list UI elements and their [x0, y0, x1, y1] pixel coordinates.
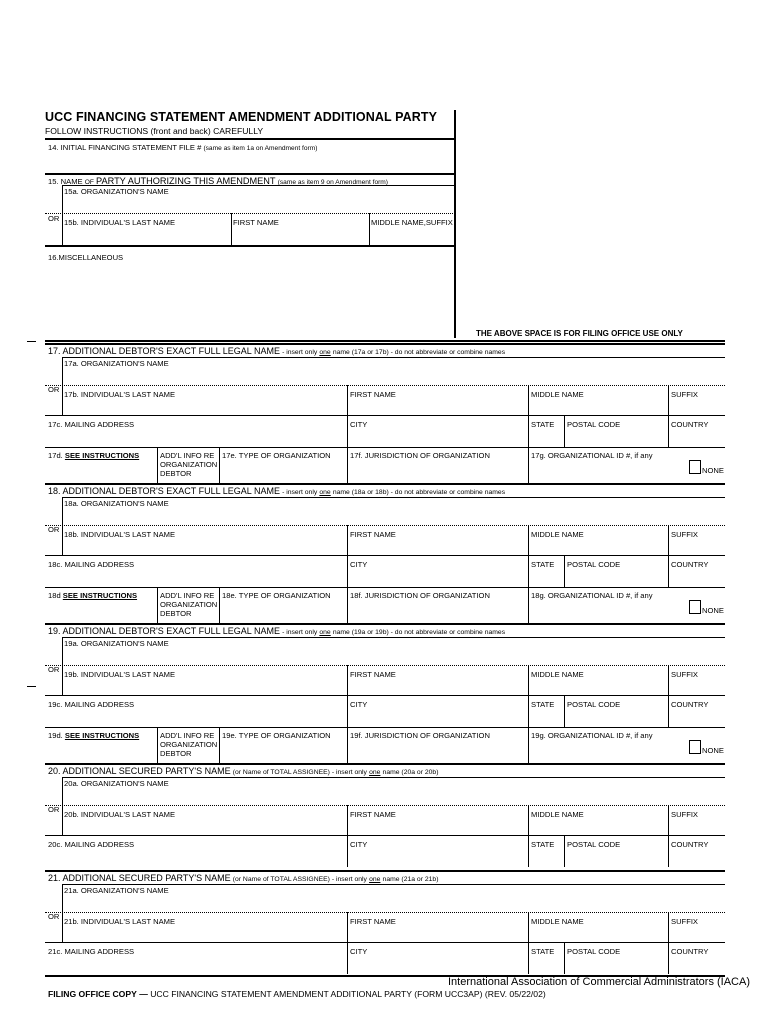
- divider: [219, 587, 220, 623]
- item20-postal-label: POSTAL CODE: [567, 840, 621, 849]
- item19-individual-input[interactable]: [62, 680, 725, 694]
- item17-org-input[interactable]: [62, 368, 725, 384]
- divider: [45, 835, 725, 836]
- item17-juris-label: 17f. JURISDICTION OF ORGANIZATION: [350, 451, 490, 460]
- item21-title: 21. ADDITIONAL SECURED PARTY'S NAME: [48, 873, 231, 883]
- item21-last-label: 21b. INDIVIDUAL'S LAST NAME: [64, 917, 176, 926]
- divider: [45, 587, 725, 588]
- item18-orgid-input[interactable]: [530, 601, 686, 621]
- item15-label-b: PARTY AUTHORIZING THIS AMENDMENT: [96, 176, 276, 186]
- item20-address-input[interactable]: [45, 850, 725, 866]
- divider: [62, 357, 725, 358]
- divider: [45, 340, 725, 342]
- divider: [157, 587, 158, 623]
- divider: [157, 727, 158, 763]
- item19-first-label: FIRST NAME: [350, 670, 396, 679]
- divider: [45, 912, 725, 913]
- form-subtitle: FOLLOW INSTRUCTIONS (front and back) CAREFULLY: [45, 126, 264, 136]
- item18-note-pre: - insert only: [282, 489, 318, 496]
- item20-org-label: 20a. ORGANIZATION'S NAME: [64, 779, 169, 788]
- section-divider: [45, 483, 725, 485]
- item21-middle-label: MIDDLE NAME: [531, 917, 584, 926]
- divider: [45, 213, 455, 214]
- item19-type-input[interactable]: [222, 741, 344, 761]
- item21-country-label: COUNTRY: [671, 947, 709, 956]
- item18-last-label: 18b. INDIVIDUAL'S LAST NAME: [64, 530, 176, 539]
- item19-orgid-label: 19g. ORGANIZATIONAL ID #, if any: [531, 731, 653, 740]
- divider: [62, 884, 725, 885]
- divider: [62, 497, 725, 498]
- item17-mail-label: 17c. MAILING ADDRESS: [48, 420, 135, 429]
- divider: [45, 525, 725, 526]
- item17-see-link[interactable]: SEE INSTRUCTIONS: [64, 451, 140, 460]
- item15-note: (same as item 9 on Amendment form): [277, 179, 388, 186]
- item18-note-post: name (18a or 18b) - do not abbreviate or combine names: [332, 489, 506, 496]
- item18-mail-label: 18c. MAILING ADDRESS: [48, 560, 135, 569]
- item21-heading: [48, 874, 438, 884]
- item17-none-label: NONE: [702, 466, 724, 475]
- item18-address-input[interactable]: [45, 570, 725, 586]
- item18-orgid-label: 18g. ORGANIZATIONAL ID #, if any: [531, 591, 653, 600]
- item17-state-label: STATE: [531, 420, 555, 429]
- divider: [219, 447, 220, 483]
- item19-state-label: STATE: [531, 700, 555, 709]
- item17-heading: [48, 347, 505, 357]
- item20-first-label: FIRST NAME: [350, 810, 396, 819]
- item19-mail-label: 19c. MAILING ADDRESS: [48, 700, 135, 709]
- divider: [45, 727, 725, 728]
- item17-note-pre: - insert only: [282, 349, 318, 356]
- item19-type-label: 19e. TYPE OF ORGANIZATION: [222, 731, 331, 740]
- item17-juris-input[interactable]: [349, 461, 527, 481]
- item20-org-input[interactable]: [62, 788, 725, 804]
- item18-none-checkbox[interactable]: [689, 600, 701, 614]
- item18-postal-label: POSTAL CODE: [567, 560, 621, 569]
- item18-individual-input[interactable]: [62, 540, 725, 554]
- item17-suffix-label: SUFFIX: [671, 390, 699, 399]
- item15a-input[interactable]: [62, 196, 454, 212]
- item18-type-input[interactable]: [222, 601, 344, 621]
- divider: [45, 665, 725, 666]
- footer-form-name: UCC FINANCING STATEMENT AMENDMENT ADDITIONAL PARTY (FORM UCC3AP) (REV. 05/22/02): [150, 989, 546, 999]
- divider: [45, 173, 455, 175]
- item15a-label: 15a. ORGANIZATION'S NAME: [64, 187, 169, 196]
- item19-juris-input[interactable]: [349, 741, 527, 761]
- item14-label-text: 14. INITIAL FINANCING STATEMENT FILE #: [48, 143, 202, 152]
- item19-addl1: ADD'L INFO RE: [160, 731, 215, 740]
- item17-title: 17. ADDITIONAL DEBTOR'S EXACT FULL LEGAL NAME: [48, 346, 280, 356]
- item18-note-one: one: [319, 489, 331, 496]
- divider: [45, 942, 725, 943]
- item18-state-label: STATE: [531, 560, 555, 569]
- divider: [62, 185, 454, 186]
- item19-addl2: ORGANIZATION: [160, 740, 218, 749]
- item18-addl1: ADD'L INFO RE: [160, 591, 215, 600]
- section-divider: [45, 763, 725, 765]
- item20-or-label: OR: [48, 805, 60, 814]
- item21-note-post: name (21a or 21b): [382, 876, 439, 883]
- iaca-label: International Association of Commercial Administrators (IACA): [448, 976, 751, 988]
- footer-dash: —: [139, 989, 148, 999]
- footer-line: [48, 990, 546, 999]
- item17-last-label: 17b. INDIVIDUAL'S LAST NAME: [64, 390, 176, 399]
- item21-postal-label: POSTAL CODE: [567, 947, 621, 956]
- divider: [45, 415, 725, 416]
- item16-input[interactable]: [45, 264, 453, 324]
- item21-mail-label: 21c. MAILING ADDRESS: [48, 947, 135, 956]
- item19-city-label: CITY: [350, 700, 368, 709]
- item15-label-of: OF: [84, 179, 94, 186]
- item17-addl2: ORGANIZATION: [160, 460, 218, 469]
- margin-mark: [27, 341, 36, 342]
- item14-input[interactable]: [45, 152, 453, 172]
- item18-org-label: 18a. ORGANIZATION'S NAME: [64, 499, 169, 508]
- item17-orgid-input[interactable]: [530, 461, 686, 481]
- divider: [45, 385, 725, 386]
- item21-individual-input[interactable]: [62, 927, 725, 941]
- or-label: OR: [48, 214, 60, 223]
- item19-address-input[interactable]: [45, 710, 725, 726]
- section-divider: [45, 870, 725, 872]
- divider: [45, 245, 455, 247]
- item18-juris-input[interactable]: [349, 601, 527, 621]
- item17-note-one: one: [319, 349, 331, 356]
- item21-org-label: 21a. ORGANIZATION'S NAME: [64, 886, 169, 895]
- item15-first-label: FIRST NAME: [233, 218, 279, 227]
- item19-postal-label: POSTAL CODE: [567, 700, 621, 709]
- item19-title: 19. ADDITIONAL DEBTOR'S EXACT FULL LEGAL NAME: [48, 626, 280, 636]
- item17-org-label: 17a. ORGANIZATION'S NAME: [64, 359, 169, 368]
- item19-middle-label: MIDDLE NAME: [531, 670, 584, 679]
- item17-none-checkbox[interactable]: [689, 460, 701, 474]
- item19-see-pre: 19d.: [48, 731, 63, 740]
- section-divider: [45, 623, 725, 625]
- margin-mark: [27, 686, 36, 687]
- item18-see-link[interactable]: SEE INSTRUCTIONS: [62, 591, 138, 600]
- item19-see-link[interactable]: SEE INSTRUCTIONS: [64, 731, 140, 740]
- item15b-label: 15b. INDIVIDUAL'S LAST NAME: [64, 218, 176, 227]
- item19-org-label: 19a. ORGANIZATION'S NAME: [64, 639, 169, 648]
- divider: [347, 727, 348, 763]
- item17-city-label: CITY: [350, 420, 368, 429]
- item18-see-instructions[interactable]: [48, 591, 137, 600]
- divider: [45, 695, 725, 696]
- filing-office-border: [454, 110, 456, 338]
- item18-or-label: OR: [48, 525, 60, 534]
- item18-see-pre: 18d: [48, 591, 61, 600]
- item18-suffix-label: SUFFIX: [671, 530, 699, 539]
- filing-use-label: THE ABOVE SPACE IS FOR FILING OFFICE USE ONLY: [476, 329, 683, 338]
- divider: [347, 587, 348, 623]
- divider: [62, 637, 725, 638]
- item19-juris-label: 19f. JURISDICTION OF ORGANIZATION: [350, 731, 490, 740]
- item20-heading: [48, 767, 438, 777]
- item17-country-label: COUNTRY: [671, 420, 709, 429]
- item18-city-label: CITY: [350, 560, 368, 569]
- item14-note: (same as item 1a on Amendment form): [203, 145, 318, 152]
- item19-note-pre: - insert only: [282, 629, 318, 636]
- item20-note-one: one: [369, 769, 381, 776]
- divider: [45, 555, 725, 556]
- item17-addl1: ADD'L INFO RE: [160, 451, 215, 460]
- item20-note-pre: (or Name of TOTAL ASSIGNEE) - insert only: [232, 769, 367, 776]
- section-divider: [45, 343, 725, 345]
- item18-org-input[interactable]: [62, 508, 725, 524]
- form-title: UCC FINANCING STATEMENT AMENDMENT ADDITIONAL PARTY: [45, 110, 438, 124]
- item18-none-label: NONE: [702, 606, 724, 615]
- item18-title: 18. ADDITIONAL DEBTOR'S EXACT FULL LEGAL NAME: [48, 486, 280, 496]
- item18-middle-label: MIDDLE NAME: [531, 530, 584, 539]
- item19-addl3: DEBTOR: [160, 749, 192, 758]
- item19-heading: [48, 627, 505, 637]
- item15-label-a: 15. NAME: [48, 177, 83, 186]
- divider: [62, 777, 725, 778]
- item20-last-label: 20b. INDIVIDUAL'S LAST NAME: [64, 810, 176, 819]
- item18-first-label: FIRST NAME: [350, 530, 396, 539]
- item19-see-instructions[interactable]: [48, 731, 139, 740]
- item16-label: 16.MISCELLANEOUS: [48, 253, 124, 262]
- item17-individual-input[interactable]: [62, 400, 725, 414]
- divider: [45, 447, 725, 448]
- divider: [157, 447, 158, 483]
- divider: [528, 587, 529, 623]
- item17-postal-label: POSTAL CODE: [567, 420, 621, 429]
- item21-or-label: OR: [48, 912, 60, 921]
- item17-type-label: 17e. TYPE OF ORGANIZATION: [222, 451, 331, 460]
- item20-mail-label: 20c. MAILING ADDRESS: [48, 840, 135, 849]
- item19-orgid-input[interactable]: [530, 741, 686, 761]
- divider: [347, 447, 348, 483]
- item19-country-label: COUNTRY: [671, 700, 709, 709]
- item18-addl3: DEBTOR: [160, 609, 192, 618]
- item18-type-label: 18e. TYPE OF ORGANIZATION: [222, 591, 331, 600]
- filing-copy-label: FILING OFFICE COPY: [48, 989, 137, 999]
- divider: [45, 138, 455, 140]
- item17-address-input[interactable]: [45, 430, 725, 446]
- item21-org-input[interactable]: [62, 895, 725, 911]
- item19-none-checkbox[interactable]: [689, 740, 701, 754]
- item19-or-label: OR: [48, 665, 60, 674]
- item17-addl3: DEBTOR: [160, 469, 192, 478]
- item17-see-instructions[interactable]: [48, 451, 139, 460]
- item20-individual-input[interactable]: [62, 820, 725, 834]
- item18-addl2: ORGANIZATION: [160, 600, 218, 609]
- item21-first-label: FIRST NAME: [350, 917, 396, 926]
- item21-note-one: one: [369, 876, 381, 883]
- item20-middle-label: MIDDLE NAME: [531, 810, 584, 819]
- divider: [45, 805, 725, 806]
- divider: [528, 727, 529, 763]
- item17-middle-label: MIDDLE NAME: [531, 390, 584, 399]
- item21-city-label: CITY: [350, 947, 368, 956]
- item17-note-post: name (17a or 17b) - do not abbreviate or combine names: [332, 349, 506, 356]
- item20-title: 20. ADDITIONAL SECURED PARTY'S NAME: [48, 766, 231, 776]
- item17-orgid-label: 17g. ORGANIZATIONAL ID #, if any: [531, 451, 653, 460]
- item19-none-label: NONE: [702, 746, 724, 755]
- item19-suffix-label: SUFFIX: [671, 670, 699, 679]
- item17-type-input[interactable]: [222, 461, 344, 481]
- item17-first-label: FIRST NAME: [350, 390, 396, 399]
- item15b-input[interactable]: [62, 228, 454, 244]
- item20-note-post: name (20a or 20b): [382, 769, 439, 776]
- item18-country-label: COUNTRY: [671, 560, 709, 569]
- item18-heading: [48, 487, 505, 497]
- item20-state-label: STATE: [531, 840, 555, 849]
- divider: [528, 447, 529, 483]
- item15-middle-label: MIDDLE NAME,SUFFIX: [371, 218, 453, 227]
- item21-note-pre: (or Name of TOTAL ASSIGNEE) - insert only: [232, 876, 367, 883]
- item21-state-label: STATE: [531, 947, 555, 956]
- item19-org-input[interactable]: [62, 648, 725, 664]
- item20-country-label: COUNTRY: [671, 840, 709, 849]
- item21-address-input[interactable]: [45, 957, 725, 973]
- item21-suffix-label: SUFFIX: [671, 917, 699, 926]
- item17-or-label: OR: [48, 385, 60, 394]
- item17-see-pre: 17d.: [48, 451, 63, 460]
- item20-suffix-label: SUFFIX: [671, 810, 699, 819]
- divider: [219, 727, 220, 763]
- item20-city-label: CITY: [350, 840, 368, 849]
- item18-juris-label: 18f. JURISDICTION OF ORGANIZATION: [350, 591, 490, 600]
- item19-note-post: name (19a or 19b) - do not abbreviate or combine names: [332, 629, 506, 636]
- item19-note-one: one: [319, 629, 331, 636]
- item19-last-label: 19b. INDIVIDUAL'S LAST NAME: [64, 670, 176, 679]
